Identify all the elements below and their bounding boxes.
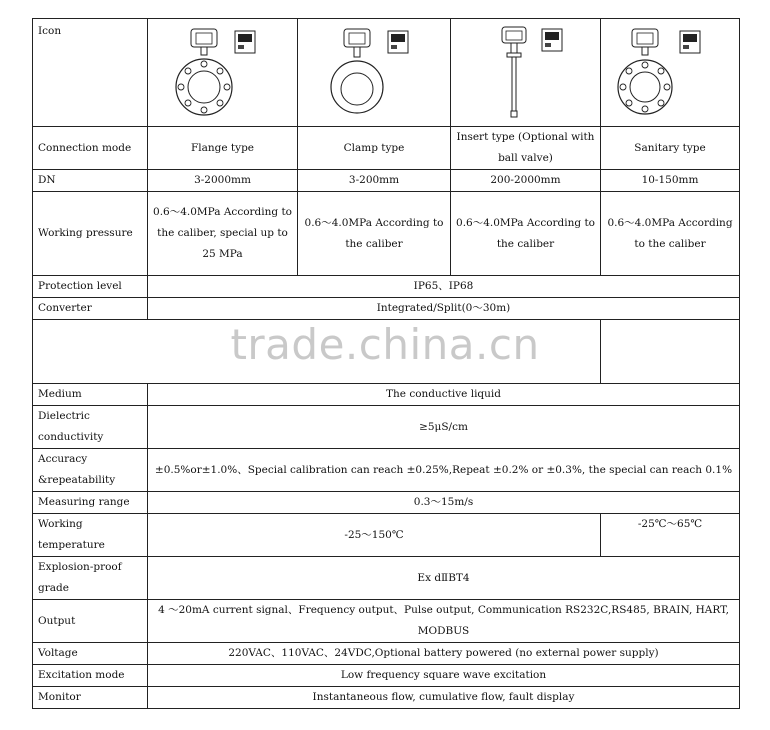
excitation-row bbox=[33, 665, 740, 687]
dn-sanitary: 10-150mm bbox=[601, 170, 740, 192]
output-value: 4 ～20mA current signal、Frequency output、Pulse output, Communication RS232C,RS485, BRAIN, HART, MODBUS bbox=[148, 600, 740, 643]
accuracy-label: Accuracy &repeatability bbox=[33, 449, 148, 492]
working-temperature-sanitary: -25℃～65℃ bbox=[601, 514, 740, 557]
voltage-row bbox=[33, 643, 740, 665]
monitor-row bbox=[33, 687, 740, 709]
pressure-clamp: 0.6～4.0MPa According to the caliber bbox=[298, 192, 451, 276]
dielectric-row bbox=[33, 406, 740, 449]
insert-flowmeter-icon bbox=[466, 23, 586, 123]
monitor-label: Monitor bbox=[33, 687, 148, 709]
dn-flange: 3-2000mm bbox=[148, 170, 298, 192]
protection-level-value: IP65、IP68 bbox=[148, 276, 740, 298]
icon-row bbox=[33, 19, 740, 127]
accuracy-row bbox=[33, 449, 740, 492]
connection-mode-label: Connection mode bbox=[33, 127, 148, 170]
clamp-cell bbox=[298, 19, 451, 127]
dn-clamp: 3-200mm bbox=[298, 170, 451, 192]
excitation-value: Low frequency square wave excitation bbox=[148, 665, 740, 687]
blank-row bbox=[33, 320, 740, 384]
pressure-insert: 0.6～4.0MPa According to the caliber bbox=[451, 192, 601, 276]
explosion-value: Ex dⅡBT4 bbox=[148, 557, 740, 600]
explosion-label: Explosion-proof grade bbox=[33, 557, 148, 600]
dn-insert: 200-2000mm bbox=[451, 170, 601, 192]
excitation-label: Excitation mode bbox=[33, 665, 148, 687]
dn-row bbox=[33, 170, 740, 192]
converter-value: Integrated/Split(0～30m) bbox=[148, 298, 740, 320]
insert-cell bbox=[451, 19, 601, 127]
flange-cell bbox=[148, 19, 298, 127]
protection-level-label: Protection level bbox=[33, 276, 148, 298]
working-temperature-value: -25～150℃ bbox=[148, 514, 601, 557]
pressure-sanitary: 0.6～4.0MPa According to the caliber bbox=[601, 192, 740, 276]
dn-label: DN bbox=[33, 170, 148, 192]
connection-clamp: Clamp type bbox=[298, 127, 451, 170]
spec-table bbox=[32, 18, 740, 709]
dielectric-value: ≥5μS/cm bbox=[148, 406, 740, 449]
working-pressure-row bbox=[33, 192, 740, 276]
flange-flowmeter-icon bbox=[163, 23, 283, 123]
voltage-value: 220VAC、110VAC、24VDC,Optional battery powered (no external power supply) bbox=[148, 643, 740, 665]
measuring-range-value: 0.3～15m/s bbox=[148, 492, 740, 514]
accuracy-value: ±0.5%or±1.0%、Special calibration can reach ±0.25%,Repeat ±0.2% or ±0.3%, the special can reach 0.1% bbox=[148, 449, 740, 492]
working-pressure-label: Working pressure bbox=[33, 192, 148, 276]
measuring-range-label: Measuring range bbox=[33, 492, 148, 514]
connection-sanitary: Sanitary type bbox=[601, 127, 740, 170]
converter-row bbox=[33, 298, 740, 320]
dielectric-label: Dielectric conductivity bbox=[33, 406, 148, 449]
output-label: Output bbox=[33, 600, 148, 643]
explosion-row bbox=[33, 557, 740, 600]
blank-cell-right bbox=[601, 320, 740, 384]
measuring-range-row bbox=[33, 492, 740, 514]
clamp-flowmeter-icon bbox=[314, 23, 434, 123]
sanitary-flowmeter-icon bbox=[610, 23, 730, 123]
converter-label: Converter bbox=[33, 298, 148, 320]
connection-insert: Insert type (Optional with ball valve) bbox=[451, 127, 601, 170]
connection-flange: Flange type bbox=[148, 127, 298, 170]
sanitary-cell bbox=[601, 19, 740, 127]
medium-row bbox=[33, 384, 740, 406]
working-temperature-row bbox=[33, 514, 740, 557]
watermark: trade.china.cn bbox=[230, 320, 540, 369]
medium-value: The conductive liquid bbox=[148, 384, 740, 406]
blank-cell bbox=[33, 320, 601, 384]
voltage-label: Voltage bbox=[33, 643, 148, 665]
working-temperature-label: Working temperature bbox=[33, 514, 148, 557]
icon-label: Icon bbox=[33, 19, 148, 127]
protection-level-row bbox=[33, 276, 740, 298]
pressure-flange: 0.6～4.0MPa According to the caliber, special up to 25 MPa bbox=[148, 192, 298, 276]
monitor-value: Instantaneous flow, cumulative flow, fault display bbox=[148, 687, 740, 709]
connection-mode-row bbox=[33, 127, 740, 170]
medium-label: Medium bbox=[33, 384, 148, 406]
output-row bbox=[33, 600, 740, 643]
